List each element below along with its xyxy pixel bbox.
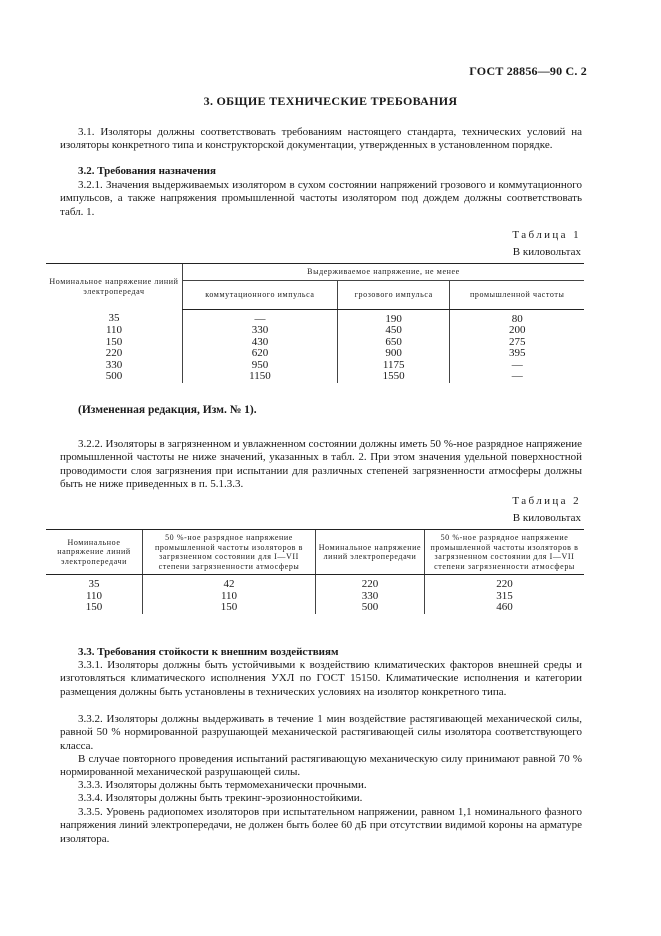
table-row [46,309,584,325]
paragraph-3-2-2: 3.2.2. Изоляторы в загрязненном и увлажненном состоянии должны иметь 50 %-ное разрядное напряжение промышленной частоты не ниже значений, указанных в табл. 2. При этом значения удельной поверхностной проводимости слоя загрязнения при испытании для различных степеней загрязненности атмосферы должны быть не ниже приведенных в п. 5.1.3.3. [60,438,582,490]
table-1-header-switching: коммутационного импульса [183,280,338,309]
paragraph-3-1: 3.1. Изоляторы должны соответствовать требованиям настоящего стандарта, технических условий на изоляторы конкретного типа и конструкторской документации, утвержденных в установленном порядке. [60,126,582,152]
table-2-header-discharge-b: 50 %-ное разрядное напряжение промышленной частоты изоляторов в загрязненном состоянии для I—VII степени загрязненности атмосферы [425,530,585,575]
table-row [46,325,584,337]
table-cell: 330 [105,358,123,371]
table-cell: 460 [425,602,585,614]
table-cell: 430 [183,337,338,349]
table-cell: 110 [105,324,123,337]
paragraph-3-3-2: 3.3.2. Изоляторы должны выдерживать в течение 1 мин воздействие растягивающей механической силы, равной 50 % нормированной разрушающей механической растягивающей силы изолятора соответствующего класса. [60,713,582,752]
table-cell: 220 [425,575,585,591]
table-2 [46,529,584,614]
table-1-header-group: Выдерживаемое напряжение, не менее [183,264,585,281]
table-1-caption: Таблица 1 [512,229,581,241]
table-cell: 110 [143,591,316,603]
table-cell: 395 [450,348,584,360]
paragraph-3-3-5: 3.3.5. Уровень радиопомех изоляторов при испытательном напряжении, равном 1,1 номинального фазного напряжения линий электропередачи, не должен быть более 60 дБ при отсутствии видимой короны на арматуре изолятора. [60,806,582,845]
subheading-3-3: 3.3. Требования стойкости к внешним воздействиям [78,646,339,658]
table-1-unit: В киловольтах [512,246,581,258]
table-2-caption: Таблица 2 [512,495,581,507]
table-cell: 110 [85,589,103,602]
page-header: ГОСТ 28856—90 С. 2 [469,64,587,78]
table-cell: 35 [108,312,120,324]
table-cell: 150 [143,602,316,614]
amendment-note: (Измененная редакция, Изм. № 1). [78,404,257,416]
table-cell: 330 [183,325,338,337]
table-row [46,602,584,614]
table-cell: 950 [183,360,338,372]
table-2-header-discharge-a: 50 %-ное разрядное напряжение промышленной частоты изоляторов в загрязненном состоянии для I—VII степени загрязненности атмосферы [143,530,316,575]
table-cell: — [183,309,338,325]
table-row [46,360,584,372]
table-cell: 150 [85,601,103,614]
table-1 [46,263,584,383]
section-title: 3. ОБЩИЕ ТЕХНИЧЕСКИЕ ТРЕБОВАНИЯ [203,94,458,108]
table-cell: 450 [337,325,450,337]
paragraph-3-3-1: 3.3.1. Изоляторы должны быть устойчивыми к воздействию климатических факторов внешней среды и изготовляться климатического исполнения УХЛ по ГОСТ 15150. Климатические исполнения и категории размещения должны быть установлены в технических условиях на изолятор конкретного типа. [60,659,582,698]
table-2-header-voltage-a: Номинальное напряжение линий электропередачи [46,530,143,575]
table-cell: 650 [337,337,450,349]
table-cell: 275 [450,337,584,349]
table-cell: 190 [337,309,450,325]
table-cell: 500 [105,370,123,383]
table-cell: 220 [105,347,123,360]
table-cell: 220 [316,575,425,591]
table-cell: 315 [425,591,585,603]
table-cell: 1150 [183,371,338,383]
table-2-header-voltage-b: Номинальное напряжение линий электропередачи [316,530,425,575]
table-cell: 42 [143,575,316,591]
table-cell: 1175 [337,360,450,372]
paragraph-3-3-4: 3.3.4. Изоляторы должны быть трекинг-эрозионностойкими. [78,792,363,804]
paragraph-3-2-1: 3.2.1. Значения выдерживаемых изолятором в сухом состоянии напряжений грозового и коммутационного импульсов, а также напряжения промышленной частоты изолятором под дождем должны соответствовать табл. 1. [60,179,582,218]
table-cell: 1550 [337,371,450,383]
table-1-header-power-frequency: промышленной частоты [450,280,584,309]
table-cell: 620 [183,348,338,360]
table-cell: — [450,371,584,383]
table-cell: 330 [316,591,425,603]
table-cell: 200 [450,325,584,337]
table-row [46,337,584,349]
table-1-header-lightning: грозового импульса [337,280,450,309]
table-row [46,348,584,360]
table-2-unit: В киловольтах [512,512,581,524]
table-cell: 500 [316,602,425,614]
table-row [46,371,584,383]
subheading-3-2: 3.2. Требования назначения [78,165,216,177]
table-cell: 80 [450,309,584,325]
paragraph-3-3-2-repeat: В случае повторного проведения испытаний растягивающую механическую силу принимают равной 70 % нормированной механической разрушающей силы. [60,753,582,779]
table-cell: 35 [88,578,100,590]
table-cell: 150 [105,335,123,348]
table-1-header-voltage: Номинальное напряжение линий электропередач [46,264,183,310]
table-cell: 900 [337,348,450,360]
table-row [46,575,584,591]
paragraph-3-3-3: 3.3.3. Изоляторы должны быть термомеханически прочными. [78,779,367,791]
table-cell: — [450,360,584,372]
